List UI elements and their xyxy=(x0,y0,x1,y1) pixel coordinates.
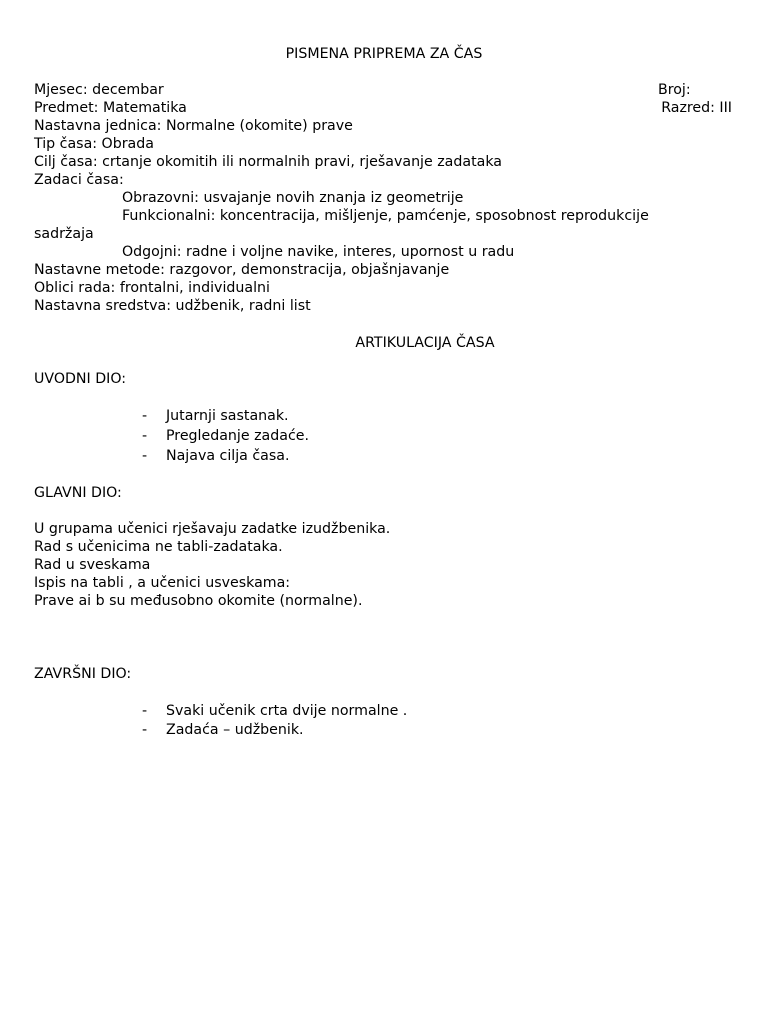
list-bullet: - xyxy=(142,722,148,738)
list-item: Najava cilja časa. xyxy=(166,448,290,464)
tip-casa-line: Tip časa: Obrada xyxy=(34,136,154,152)
artikulacija-heading: ARTIKULACIJA ČASA xyxy=(355,335,495,351)
funkcionalni-line: Funkcionalni: koncentracija, mišljenje, pamćenje, sposobnost reprodukcije xyxy=(122,208,649,224)
document-title: PISMENA PRIPREMA ZA ČAS xyxy=(285,46,483,62)
oblici-rada-line: Oblici rada: frontalni, individualni xyxy=(34,280,270,296)
glavni-line: Rad s učenicima ne tabli-zadataka. xyxy=(34,539,283,555)
uvodni-heading: UVODNI DIO: xyxy=(34,371,127,387)
mjesec-line: Mjesec: decembar xyxy=(34,82,164,98)
glavni-line: Ispis na tabli , a učenici usveskama: xyxy=(34,575,291,591)
list-item: Zadaća – udžbenik. xyxy=(166,722,304,738)
zavrsni-heading: ZAVRŠNI DIO: xyxy=(34,666,132,682)
nastavna-sredstva-line: Nastavna sredstva: udžbenik, radni list xyxy=(34,298,311,314)
predmet-line: Predmet: Matematika xyxy=(34,100,187,116)
funkcionalni-continuation: sadržaja xyxy=(34,226,94,242)
nastavne-metode-line: Nastavne metode: razgovor, demonstracija, objašnjavanje xyxy=(34,262,450,278)
cilj-casa-line: Cilj časa: crtanje okomitih ili normalnih pravi, rješavanje zadataka xyxy=(34,154,502,170)
glavni-line: Prave ai b su međusobno okomite (normalne). xyxy=(34,593,363,609)
obrazovni-line: Obrazovni: usvajanje novih znanja iz geometrije xyxy=(122,190,464,206)
glavni-heading: GLAVNI DIO: xyxy=(34,485,122,501)
list-bullet: - xyxy=(142,428,148,444)
zadaci-casa-line: Zadaci časa: xyxy=(34,172,124,188)
list-item: Jutarnji sastanak. xyxy=(166,408,289,424)
list-bullet: - xyxy=(142,448,148,464)
broj-label: Broj: xyxy=(658,82,691,98)
list-item: Svaki učenik crta dvije normalne . xyxy=(166,703,408,719)
list-bullet: - xyxy=(142,703,148,719)
list-bullet: - xyxy=(142,408,148,424)
nastavna-jednica-line: Nastavna jednica: Normalne (okomite) prave xyxy=(34,118,353,134)
odgojni-line: Odgojni: radne i voljne navike, interes, upornost u radu xyxy=(122,244,515,260)
glavni-line: Rad u sveskama xyxy=(34,557,151,573)
list-item: Pregledanje zadaće. xyxy=(166,428,309,444)
glavni-line: U grupama učenici rješavaju zadatke izudžbenika. xyxy=(34,521,391,537)
razred-label: Razred: III xyxy=(661,100,732,116)
